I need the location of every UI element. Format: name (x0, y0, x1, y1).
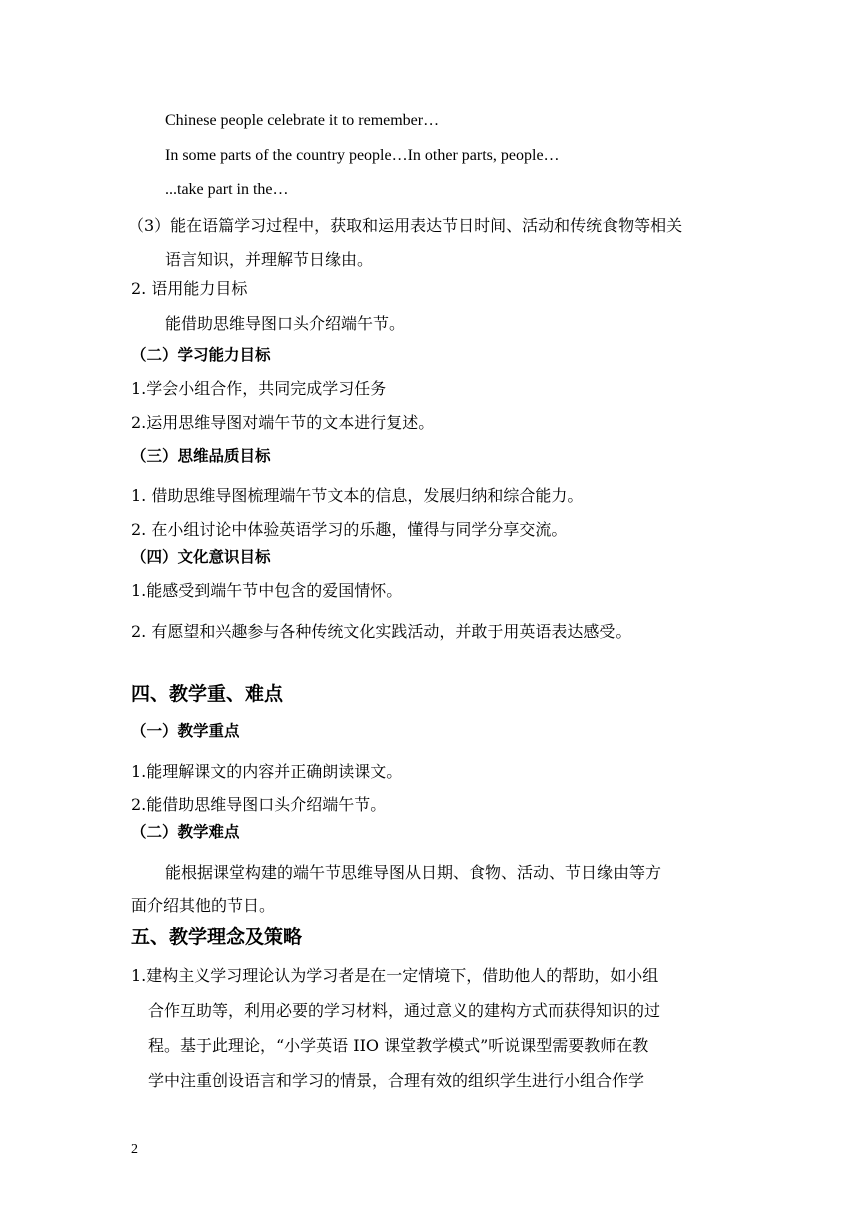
heading-teaching-philosophy: 五、教学理念及策略 (131, 926, 303, 948)
philosophy-line-4: 学中注重创设语言和学习的情景，合理有效的组织学生进行小组合作学 (148, 1071, 645, 1090)
section-key-points-title: （一）教学重点 (131, 722, 240, 740)
page-number: 2 (131, 1142, 138, 1157)
section-learning-ability-title: （二）学习能力目标 (131, 346, 271, 364)
difficulty-line-1: 能根据课堂构建的端午节思维导图从日期、食物、活动、节日缘由等方 (165, 863, 662, 882)
example-sentence-2: In some parts of the country people…In other parts, people… (165, 147, 560, 164)
example-sentence-3: ...take part in the… (165, 181, 289, 198)
thinking-quality-item-2: 2. 在小组讨论中体验英语学习的乐趣，懂得与同学分享交流。 (131, 520, 568, 539)
cultural-awareness-item-2: 2. 有愿望和兴趣参与各种传统文化实践活动，并敢于用英语表达感受。 (131, 622, 632, 641)
philosophy-line-2: 合作互助等，利用必要的学习材料，通过意义的建构方式而获得知识的过 (148, 1001, 661, 1020)
goal-2-title: 2. 语用能力目标 (131, 279, 248, 298)
goal-2-text: 能借助思维导图口头介绍端午节。 (165, 314, 406, 333)
thinking-quality-item-1: 1. 借助思维导图梳理端午节文本的信息，发展归纳和综合能力。 (131, 486, 584, 505)
heading-teaching-focus: 四、教学重、难点 (131, 683, 284, 705)
learning-ability-item-2: 2.运用思维导图对端午节的文本进行复述。 (131, 413, 435, 432)
item-3-line-2: 语言知识，并理解节日缘由。 (165, 250, 374, 269)
philosophy-line-1: 1.建构主义学习理论认为学习者是在一定情境下，借助他人的帮助，如小组 (131, 966, 659, 985)
philosophy-line-3: 程。基于此理论，“小学英语 IIO 课堂教学模式”听说课型需要教师在教 (148, 1036, 649, 1055)
learning-ability-item-1: 1.学会小组合作，共同完成学习任务 (131, 379, 387, 398)
example-sentence-1: Chinese people celebrate it to remember… (165, 112, 440, 129)
section-difficulties-title: （二）教学难点 (131, 823, 240, 841)
key-point-1: 1.能理解课文的内容并正确朗读课文。 (131, 762, 403, 781)
section-thinking-quality-title: （三）思维品质目标 (131, 447, 271, 465)
item-3-line-1: （3）能在语篇学习过程中，获取和运用表达节日时间、活动和传统食物等相关 (128, 216, 683, 235)
section-cultural-awareness-title: （四）文化意识目标 (131, 548, 271, 566)
key-point-2: 2.能借助思维导图口头介绍端午节。 (131, 795, 387, 814)
difficulty-line-2: 面介绍其他的节日。 (131, 896, 276, 915)
cultural-awareness-item-1: 1.能感受到端午节中包含的爱国情怀。 (131, 581, 403, 600)
